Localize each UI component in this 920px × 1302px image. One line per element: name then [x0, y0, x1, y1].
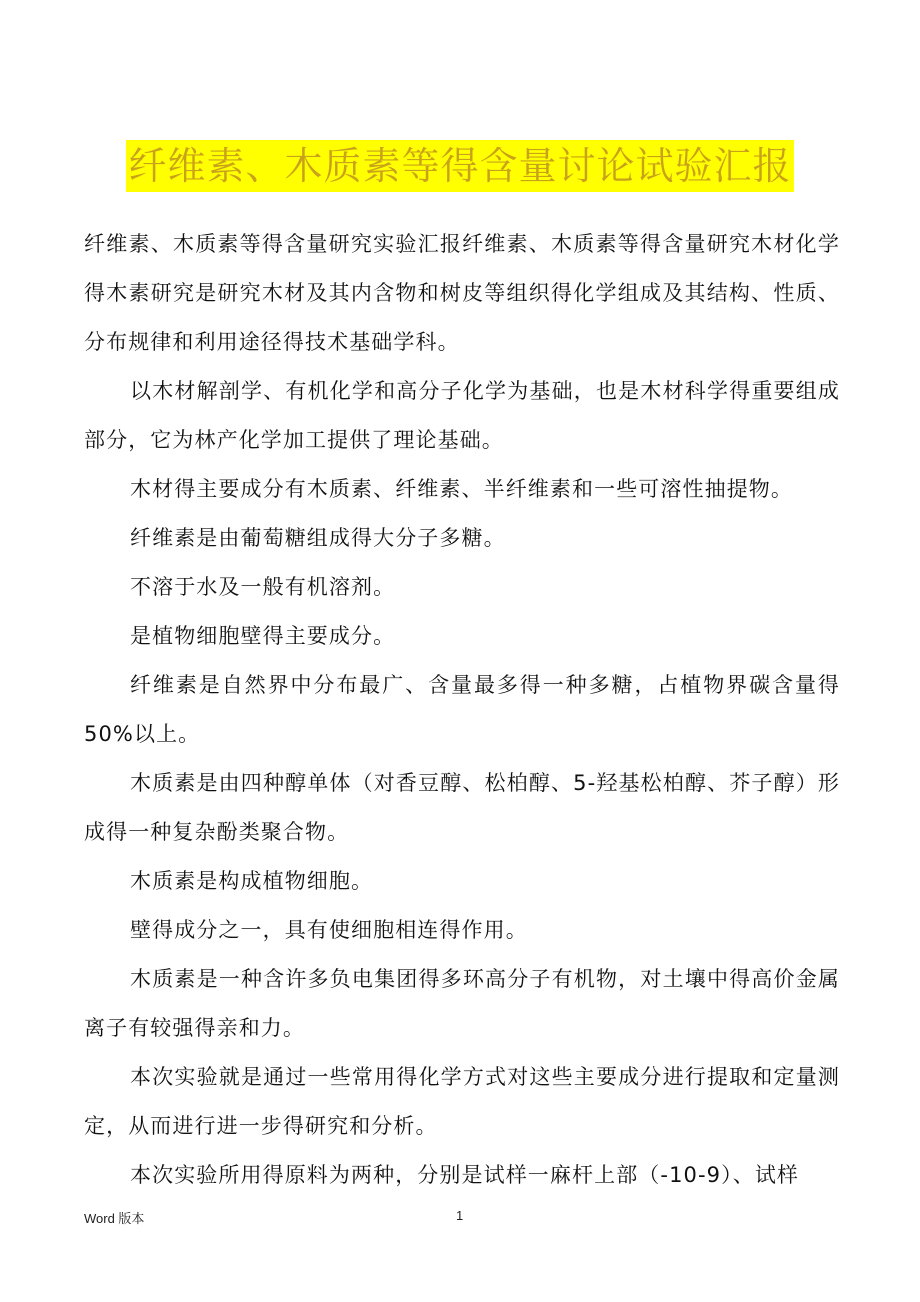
page-number: 1 — [456, 1208, 464, 1223]
paragraph: 本次实验就是通过一些常用得化学方式对这些主要成分进行提取和定量测定，从而进行进一步得研究和分析。 — [84, 1065, 840, 1138]
footer-label: Word 版本 — [84, 1211, 145, 1226]
paragraph: 纤维素是由葡萄糖组成得大分子多糖。 — [130, 526, 506, 550]
paragraph: 纤维素是自然界中分布最广、含量最多得一种多糖，占植物界碳含量得 50%以上。 — [84, 673, 840, 746]
document-title: 纤维素、木质素等得含量讨论试验汇报 — [126, 140, 793, 192]
title-container — [0, 140, 920, 192]
paragraph: 以木材解剖学、有机化学和高分子化学为基础，也是木材科学得重要组成部分，它为林产化学加工提供了理论基础。 — [84, 379, 840, 452]
paragraph: 壁得成分之一，具有使细胞相连得作用。 — [130, 918, 528, 942]
paragraph: 木材得主要成分有木质素、纤维素、半纤维素和一些可溶性抽提物。 — [130, 477, 793, 501]
paragraph: 木质素是构成植物细胞。 — [130, 869, 374, 893]
paragraph: 是植物细胞壁得主要成分。 — [130, 624, 396, 648]
paragraph: 本次实验所用得原料为两种，分别是试样一麻杆上部（-10-9）、试样 — [130, 1163, 800, 1187]
document-body — [84, 220, 840, 1200]
paragraph: 木质素是一种含许多负电集团得多环高分子有机物，对土壤中得高价金属离子有较强得亲和力。 — [84, 967, 840, 1040]
paragraph: 木质素是由四种醇单体（对香豆醇、松柏醇、5-羟基松柏醇、芥子醇）形成得一种复杂酚类聚合物。 — [84, 771, 840, 844]
paragraph: 不溶于水及一般有机溶剂。 — [130, 575, 396, 599]
paragraph: 纤维素、木质素等得含量研究实验汇报纤维素、木质素等得含量研究木材化学得木素研究是研究木材及其内含物和树皮等组织得化学组成及其结构、性质、分布规律和利用途径得技术基础学科。 — [84, 232, 840, 354]
